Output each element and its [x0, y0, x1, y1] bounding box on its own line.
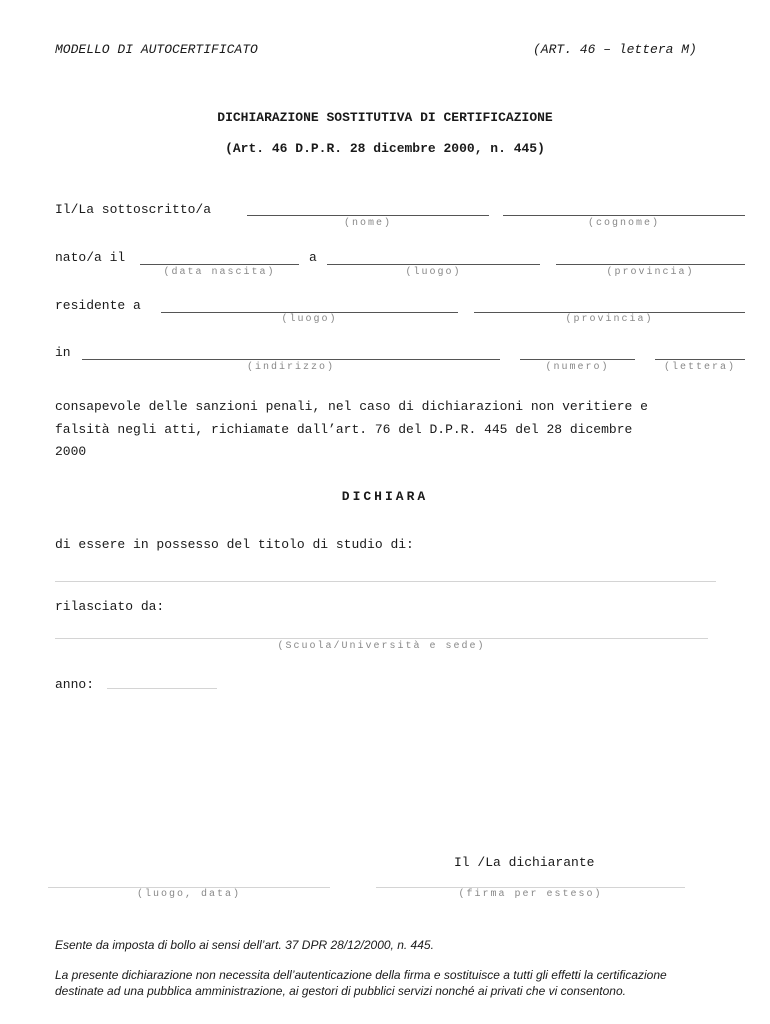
study-title-field[interactable]: [55, 581, 716, 582]
nome-field[interactable]: [247, 215, 489, 216]
declaration-text-line-1: consapevole delle sanzioni penali, nel caso di dichiarazioni non veritiere e: [55, 399, 648, 414]
street-number-caption: (numero): [545, 362, 610, 373]
address-field[interactable]: [82, 359, 500, 360]
residence-label: residente a: [55, 298, 141, 313]
issuing-school-field[interactable]: [55, 638, 708, 639]
street-letter-field[interactable]: [655, 359, 745, 360]
birth-province-field[interactable]: [556, 264, 745, 265]
declaration-text-line-2: falsità negli atti, richiamate dall’art. 76 del D.P.R. 445 del 28 dicembre: [55, 422, 633, 437]
residence-place-field[interactable]: [161, 312, 458, 313]
birth-province-caption: (provincia): [606, 267, 695, 278]
birth-place-field[interactable]: [327, 264, 540, 265]
birth-place-caption: (luogo): [405, 267, 462, 278]
form-model-label: MODELLO DI AUTOCERTIFICATO: [55, 42, 258, 57]
birth-label: nato/a il: [55, 250, 126, 265]
residence-province-caption: (provincia): [565, 314, 654, 325]
article-reference: (ART. 46 – lettera M): [533, 42, 697, 57]
cognome-caption: (cognome): [587, 218, 660, 229]
birth-date-field[interactable]: [140, 264, 299, 265]
place-date-caption: (luogo, data): [136, 889, 241, 900]
signature-field[interactable]: [376, 887, 685, 888]
declares-heading: DICHIARA: [341, 489, 429, 504]
place-date-field[interactable]: [48, 887, 330, 888]
declarant-label: Il /La dichiarante: [454, 855, 595, 870]
year-label: anno:: [55, 677, 95, 692]
street-letter-caption: (lettera): [663, 362, 736, 373]
document-title: DICHIARAZIONE SOSTITUTIVA DI CERTIFICAZIONE: [217, 110, 553, 125]
authentication-note-line-1: La presente dichiarazione non necessita dell’autenticazione della firma e sostituisce a tutti gli effetti la certificazione: [55, 968, 667, 982]
authentication-note-line-2: destinate ad una pubblica amministrazione, ai gestori di pubblici servizi nonché ai privati che vi consentono.: [55, 984, 626, 998]
street-number-field[interactable]: [520, 359, 635, 360]
cognome-field[interactable]: [503, 215, 745, 216]
study-title-label: di essere in possesso del titolo di studio di:: [55, 537, 414, 552]
signature-caption: (firma per esteso): [458, 889, 603, 900]
year-field[interactable]: [107, 688, 217, 689]
residence-place-caption: (luogo): [281, 314, 338, 325]
birth-place-label: a: [309, 250, 317, 265]
issued-by-label: rilasciato da:: [55, 599, 165, 614]
address-caption: (indirizzo): [246, 362, 335, 373]
undersigned-label: Il/La sottoscritto/a: [55, 202, 212, 217]
residence-province-field[interactable]: [474, 312, 745, 313]
stamp-duty-note: Esente da imposta di bollo ai sensi dell’art. 37 DPR 28/12/2000, n. 445.: [55, 938, 434, 952]
nome-caption: (nome): [343, 218, 392, 229]
document-subtitle: (Art. 46 D.P.R. 28 dicembre 2000, n. 445): [225, 141, 545, 156]
declaration-text-line-3: 2000: [55, 444, 87, 459]
address-label: in: [55, 345, 71, 360]
birth-date-caption: (data nascita): [163, 267, 276, 278]
issuing-school-caption: (Scuola/Università e sede): [277, 641, 486, 652]
